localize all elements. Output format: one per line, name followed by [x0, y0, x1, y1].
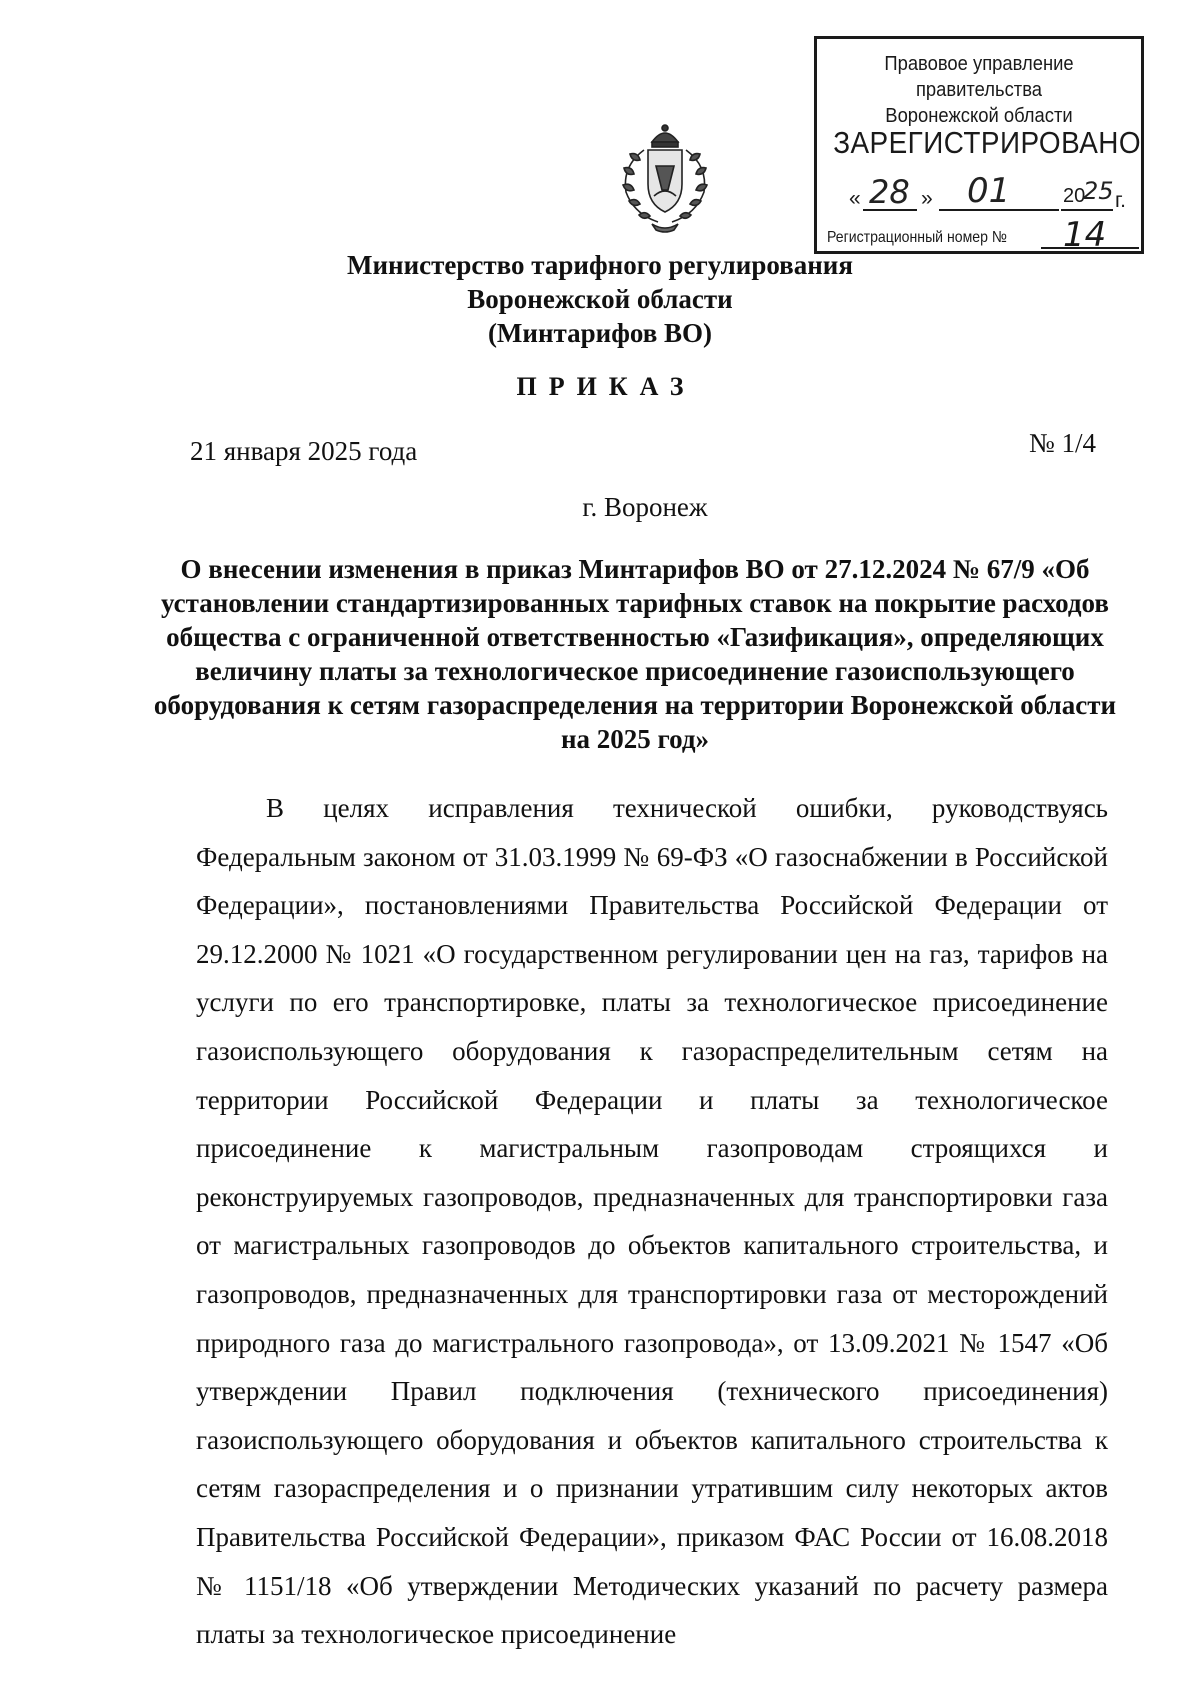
stamp-day: 28 — [869, 173, 910, 211]
registration-stamp — [814, 36, 1144, 254]
ministry-line1: Министерство тарифного регулирования — [347, 250, 853, 280]
stamp-year-prefix: 20 — [1063, 185, 1086, 207]
stamp-close-quote: » — [921, 187, 933, 210]
order-number: № 1/4 — [1028, 428, 1096, 458]
stamp-year-abbr: г. — [1115, 189, 1126, 212]
ministry-name — [200, 248, 1000, 350]
stamp-open-quote: « — [849, 187, 861, 210]
stamp-org-line2: Воронежской области — [885, 105, 1073, 127]
stamp-status: ЗАРЕГИСТРИРОВАНО — [833, 125, 1142, 160]
order-city: г. Воронеж — [582, 492, 708, 522]
order-date: 21 января 2025 года — [190, 436, 418, 466]
order-body: В целях исправления технической ошибки, руководствуясь Федеральным законом от 31.03.1999 № 69-ФЗ «О газоснабжении в Российской Федерации», постановлениями Правительства Российской Федерации от 29.12.2000 № 1021 «О государственном регулировании цен на газ, тарифов на услуги по его транспортировке, платы за технологическое присоединение газоиспользующего оборудования к газораспределительным сетям на территории Российской Федерации и платы за технологическое присоединение к магистральным газопроводам строящихся и реконструируемых газопроводов, предназначенных для транспортировки газа от магистральных газопроводов до объектов капитального строительства, и газопроводов, предназначенных для транспортировки газа от месторождений природного газа до магистрального газопровода», от 13.09.2021 № 1547 «Об утверждении Правил подключения (технического присоединения) газоиспользующего оборудования и объектов капитального строительства к сетям газораспределения и о признании утратившим силу некоторых актов Правительства Российской Федерации», приказом ФАС России от 16.08.2018 № 1151/18 «Об утверждении Методических указаний по расчету размера платы за технологическое присоединение — [196, 793, 1108, 1650]
order-heading: ПРИКАЗ — [516, 372, 696, 401]
stamp-month: 01 — [967, 171, 1011, 211]
stamp-reg-number-label: Регистрационный номер № — [827, 229, 1007, 246]
stamp-date — [849, 171, 1139, 215]
order-title: О внесении изменения в приказ Минтарифов ВО от 27.12.2024 № 67/9 «Об установлении стандартизированных тарифных ставок на покрытие расходов общества с ограниченной ответственностью «Газификация», определяющих величину платы за технологическое присоединение газоиспользующего оборудования к сетям газораспределения на территории Воронежской области на 2025 год» — [153, 554, 1117, 754]
coat-of-arms-icon — [612, 120, 718, 236]
stamp-year-suffix: 25 — [1083, 177, 1114, 205]
ministry-line3: (Минтарифов ВО) — [487, 318, 713, 348]
stamp-org-line1: Правовое управление правительства — [884, 53, 1074, 101]
ministry-line2: Воронежской области — [467, 284, 733, 314]
stamp-organization — [830, 51, 1128, 129]
stamp-reg-number-value: 14 — [1063, 215, 1107, 255]
